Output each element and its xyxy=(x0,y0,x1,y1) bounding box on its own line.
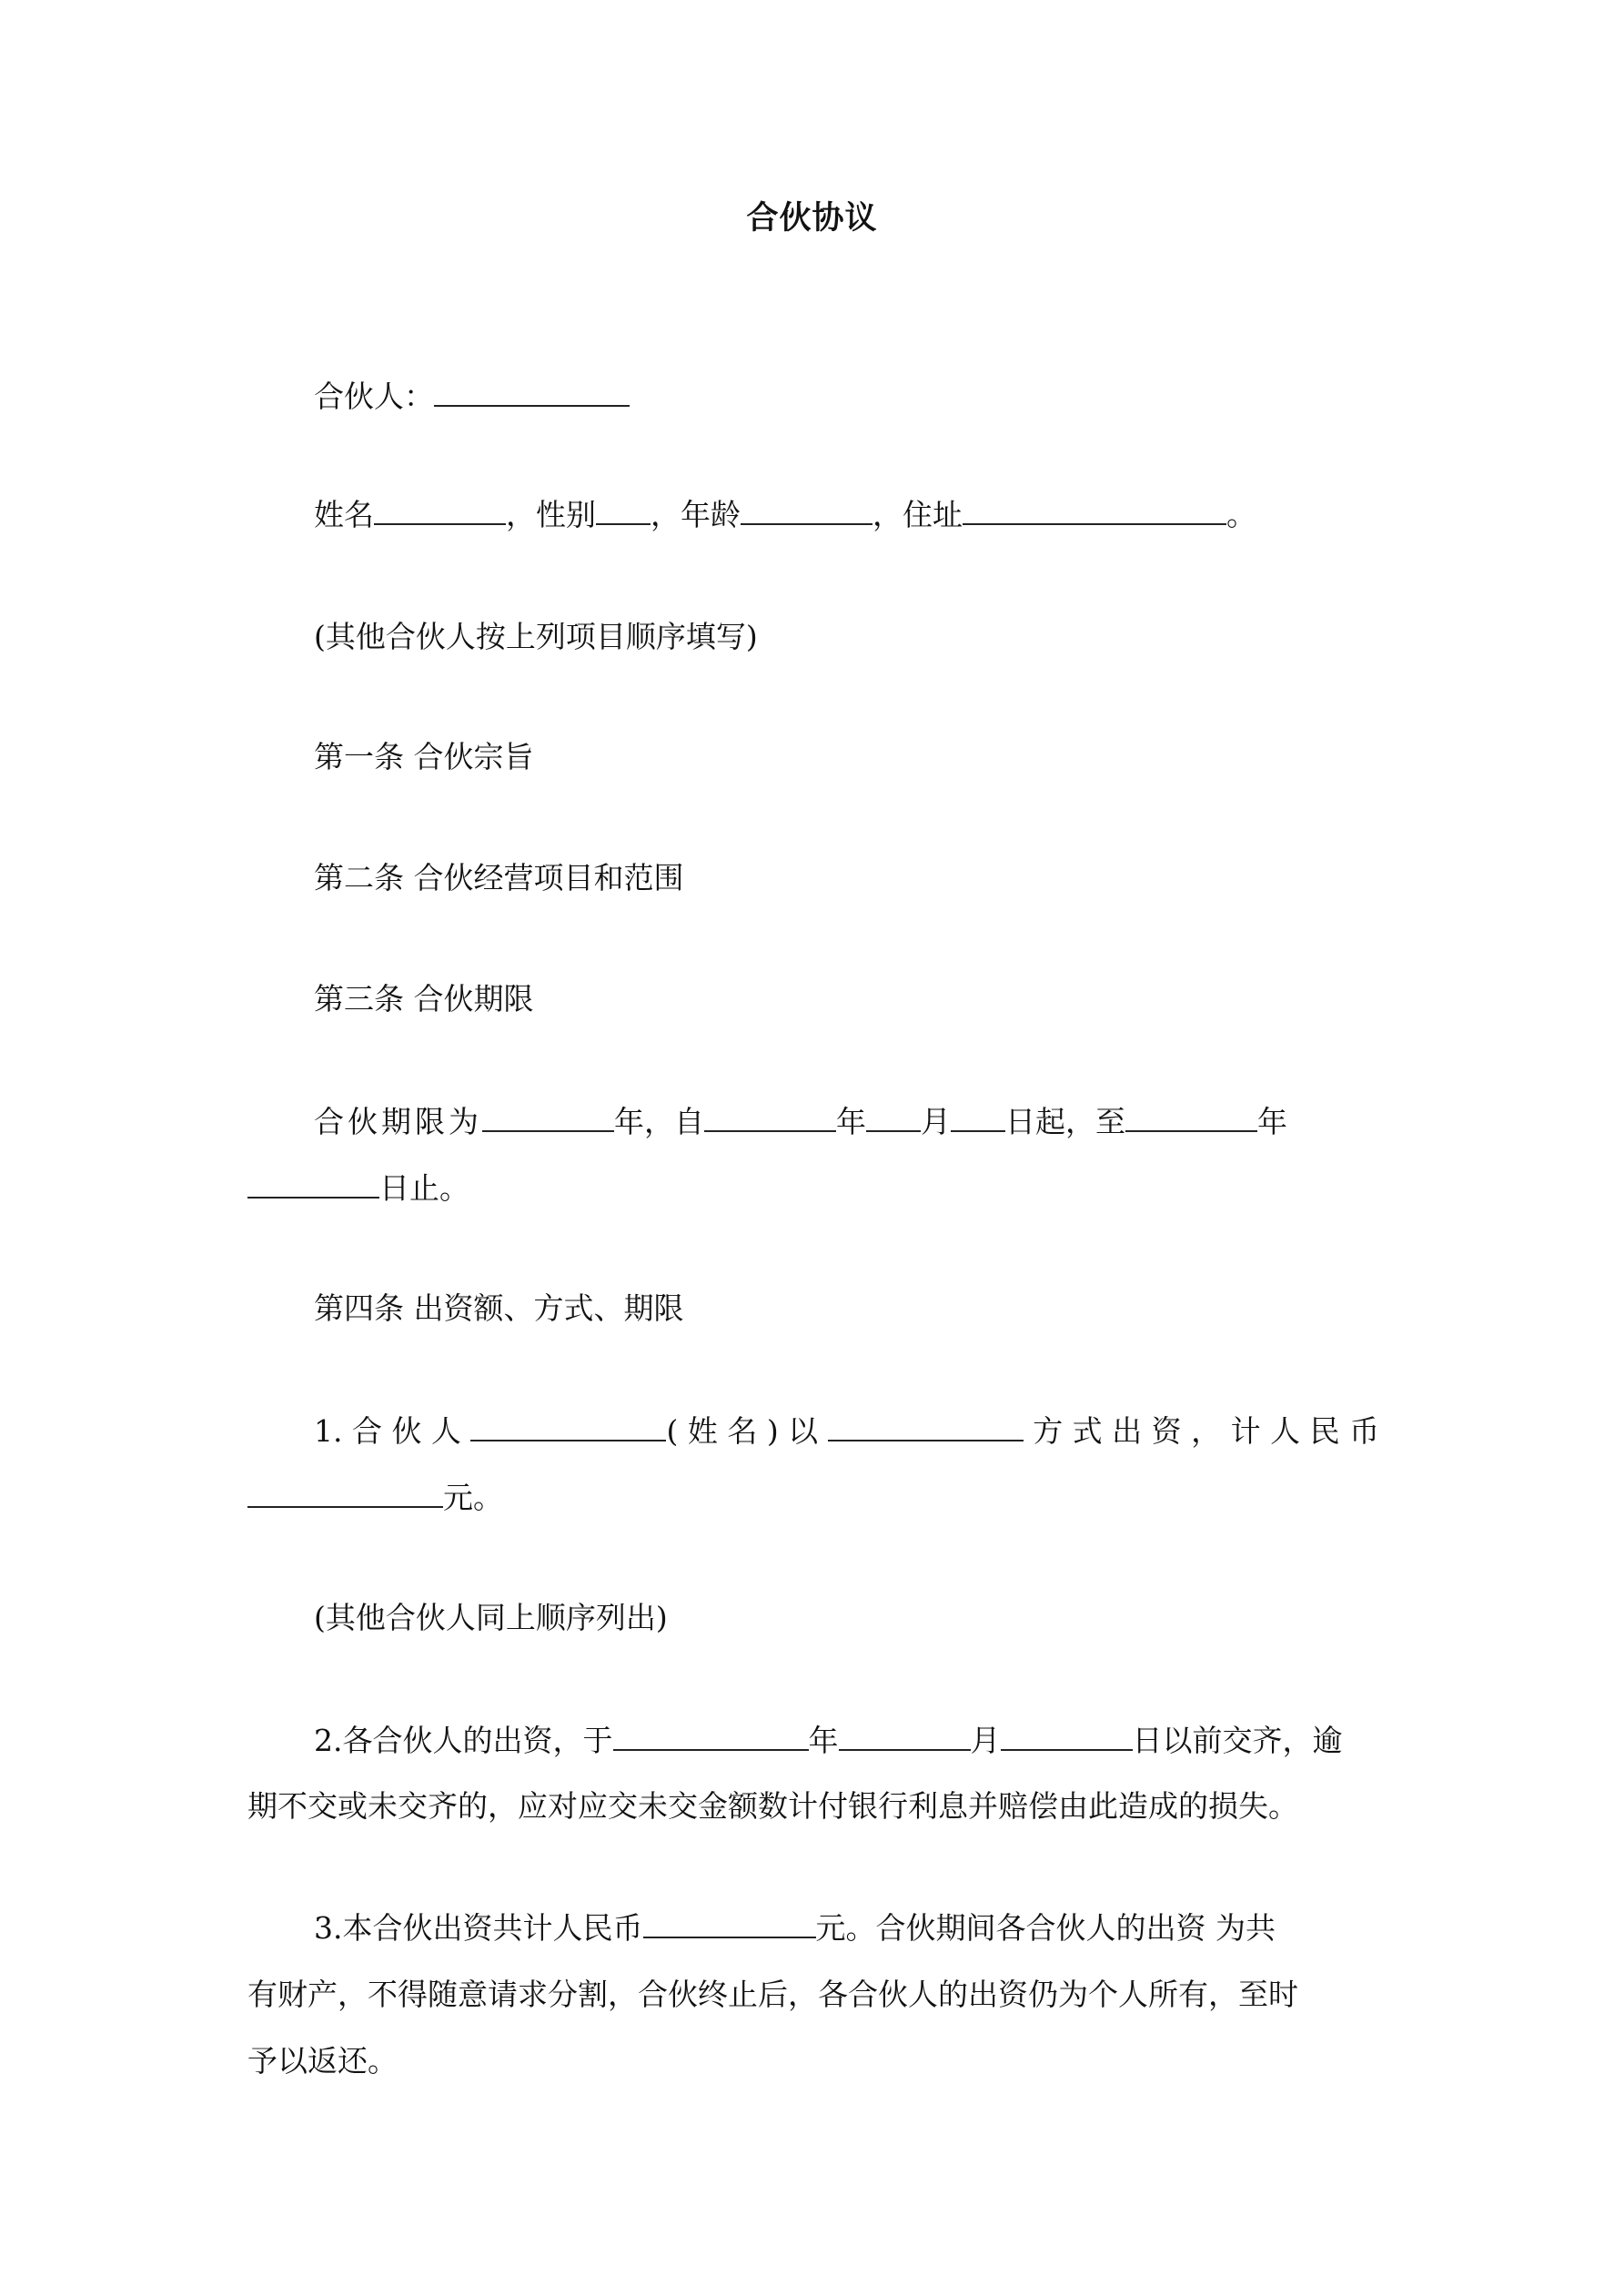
end-day-blank[interactable] xyxy=(247,1169,379,1199)
term-text-1: 合伙期限为 xyxy=(314,1104,482,1139)
article-3-heading: 第三条 合伙期限 xyxy=(314,981,534,1017)
start-year-blank[interactable] xyxy=(704,1103,836,1132)
item-1-text-4: 元。 xyxy=(443,1480,503,1515)
other-partners-note-2: (其他合伙人同上顺序列出) xyxy=(314,1600,668,1635)
item-2-text-3: 月 xyxy=(970,1723,1001,1758)
term-text-5: 日起，至 xyxy=(1005,1104,1125,1139)
name-blank[interactable] xyxy=(374,496,506,525)
deadline-year-blank[interactable] xyxy=(613,1722,809,1751)
start-month-blank[interactable] xyxy=(866,1103,921,1132)
article-1-heading: 第一条 合伙宗旨 xyxy=(314,739,534,774)
item-2-text-2: 年 xyxy=(808,1723,839,1758)
term-text-6: 年 xyxy=(1257,1104,1287,1139)
address-blank[interactable] xyxy=(963,496,1226,525)
item-2-line-1 xyxy=(314,1722,1343,1759)
item-2-text-1: 2.各合伙人的出资，于 xyxy=(314,1723,613,1758)
term-text-2: 年，自 xyxy=(614,1104,704,1139)
gender-blank[interactable] xyxy=(596,496,651,525)
partner-info-line xyxy=(314,496,1256,533)
total-contribution-blank[interactable] xyxy=(643,1909,816,1938)
item-2-text-4: 日以前交齐，逾 xyxy=(1132,1723,1343,1758)
term-text-3: 年 xyxy=(836,1104,866,1139)
item-1-line-2 xyxy=(247,1479,503,1516)
item-3-text-1: 3.本合伙出资共计人民币 xyxy=(314,1910,643,1946)
other-partners-note: (其他合伙人按上列项目顺序填写) xyxy=(314,619,758,654)
term-years-blank[interactable] xyxy=(482,1103,614,1132)
contribution-method-blank[interactable] xyxy=(828,1412,1024,1441)
item-2-line-2: 期不交或未交齐的，应对应交未交金额数计付银行利息并赔偿由此造成的损失。 xyxy=(247,1788,1298,1824)
article-2-heading: 第二条 合伙经营项目和范围 xyxy=(314,860,684,895)
item-3-line-1 xyxy=(314,1909,1276,1947)
item-1-text-3: 方 式 出 资 ， 计 人 民 币 xyxy=(1033,1413,1380,1449)
start-day-blank[interactable] xyxy=(951,1103,1005,1132)
item-1-text-2: ( 姓 名 ) 以 xyxy=(666,1413,819,1449)
item-3-line-3: 予以返还。 xyxy=(247,2043,398,2079)
age-blank[interactable] xyxy=(741,496,873,525)
item-1-line-1 xyxy=(314,1412,1379,1450)
partner-line xyxy=(314,378,630,415)
end-year-blank[interactable] xyxy=(1125,1103,1257,1132)
item-3-line-2: 有财产，不得随意请求分割，合伙终止后，各合伙人的出资仍为个人所有，至时 xyxy=(247,1977,1298,2012)
item-3-text-2: 元。合伙期间各合伙人的出资 为共 xyxy=(815,1910,1276,1946)
gender-label: ，性别 xyxy=(506,497,596,532)
age-label: ，年龄 xyxy=(651,497,741,532)
partner-label: 合伙人： xyxy=(314,379,434,414)
document-title: 合伙协议 xyxy=(746,199,878,237)
contributor-name-blank[interactable] xyxy=(470,1412,666,1441)
name-label: 姓名 xyxy=(314,497,374,532)
term-line-2 xyxy=(247,1169,469,1207)
contribution-amount-blank[interactable] xyxy=(247,1479,443,1508)
term-text-4: 月 xyxy=(921,1104,951,1139)
period: 。 xyxy=(1226,497,1256,532)
deadline-month-blank[interactable] xyxy=(839,1722,971,1751)
address-label: ，住址 xyxy=(873,497,963,532)
deadline-day-blank[interactable] xyxy=(1001,1722,1133,1751)
article-4-heading: 第四条 出资额、方式、期限 xyxy=(314,1290,684,1326)
partner-blank[interactable] xyxy=(434,378,630,407)
term-line-1 xyxy=(314,1103,1287,1140)
item-1-text-1: 1. 合 伙 人 xyxy=(314,1413,461,1449)
term-text-7: 日止。 xyxy=(379,1170,469,1206)
